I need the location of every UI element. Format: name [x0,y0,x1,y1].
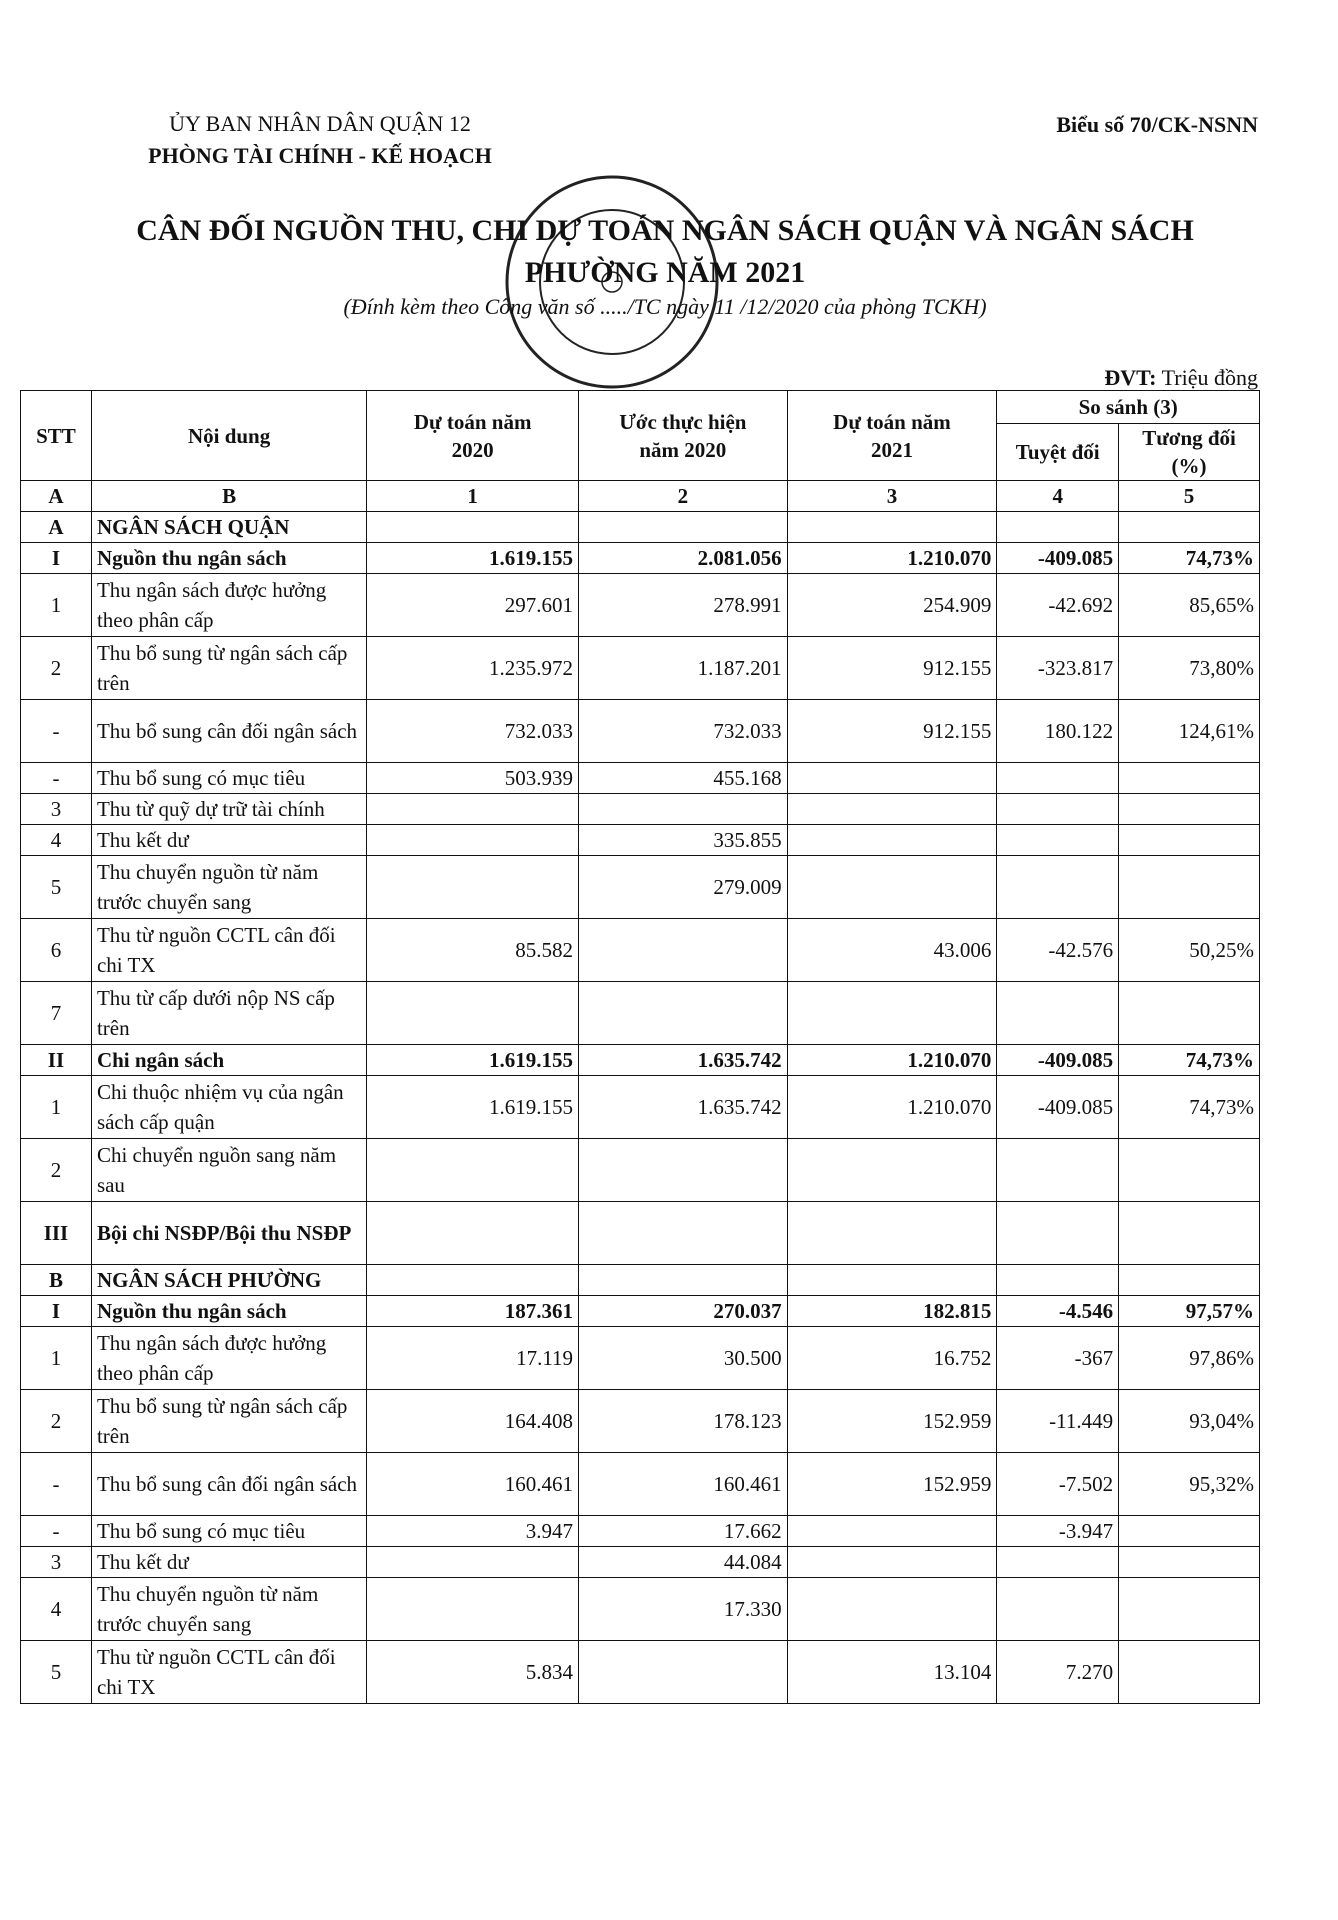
row-absolute-diff [997,856,1119,919]
row-absolute-diff: -409.085 [997,1076,1119,1139]
row-estimate-2021: 152.959 [787,1390,997,1453]
row-relative-diff [1119,856,1260,919]
document-title [40,210,1290,294]
row-stt: 4 [21,825,92,856]
row-content: Thu từ quỹ dự trữ tài chính [91,794,366,825]
document-subtitle: (Đính kèm theo Công văn số ...../TC ngày 11 /12/2020 của phòng TCKH) [343,294,987,319]
table-row [21,1139,1260,1202]
table-row [21,1453,1260,1516]
row-estimate-2020 [367,856,579,919]
row-relative-diff [1119,512,1260,543]
row-estimate-2020 [367,1139,579,1202]
row-absolute-diff: -42.692 [997,574,1119,637]
row-estimate-2021 [787,1139,997,1202]
row-estimate-2020: 732.033 [367,700,579,763]
col-header-stt: STT [21,391,92,481]
row-relative-diff [1119,1139,1260,1202]
row-stt: B [21,1265,92,1296]
row-stt: 2 [21,637,92,700]
row-absolute-diff: 180.122 [997,700,1119,763]
row-estimate-2021 [787,1578,997,1641]
row-actual-2020 [579,1265,788,1296]
row-estimate-2020 [367,825,579,856]
row-relative-diff [1119,1578,1260,1641]
form-code: Biểu số 70/CK-NSNN [1056,112,1258,137]
row-relative-diff [1119,763,1260,794]
row-actual-2020: 1.635.742 [579,1076,788,1139]
row-estimate-2020 [367,982,579,1045]
row-estimate-2021: 16.752 [787,1327,997,1390]
row-stt: I [21,1296,92,1327]
row-stt: - [21,763,92,794]
row-actual-2020: 160.461 [579,1453,788,1516]
row-content: Bội chi NSĐP/Bội thu NSĐP [91,1202,366,1265]
row-absolute-diff [997,1139,1119,1202]
row-estimate-2021 [787,1202,997,1265]
row-absolute-diff: -42.576 [997,919,1119,982]
col-header-compare: So sánh (3) [997,391,1260,424]
row-actual-2020: 279.009 [579,856,788,919]
col-header-estimate-2021-b: 2021 [870,437,913,462]
table-row [21,637,1260,700]
row-absolute-diff [997,794,1119,825]
table-row [21,543,1260,574]
row-estimate-2021: 1.210.070 [787,1045,997,1076]
index-row [21,481,1260,512]
row-relative-diff: 74,73% [1119,1076,1260,1139]
unit-label: ĐVT: [1104,365,1157,390]
row-content: Nguồn thu ngân sách [91,1296,366,1327]
row-stt: II [21,1045,92,1076]
col-header-absolute: Tuyệt đối [997,424,1119,481]
row-actual-2020: 1.187.201 [579,637,788,700]
col-header-actual-2020-b: năm 2020 [639,437,727,462]
row-stt: 4 [21,1578,92,1641]
row-actual-2020: 2.081.056 [579,543,788,574]
row-absolute-diff [997,1578,1119,1641]
table-row [21,1547,1260,1578]
col-header-relative-b: (%) [1171,454,1207,478]
table-row [21,763,1260,794]
row-content: Thu bổ sung có mục tiêu [91,1516,366,1547]
index-cell: A [21,481,92,512]
row-actual-2020 [579,1641,788,1704]
row-stt: 3 [21,1547,92,1578]
table-row [21,919,1260,982]
row-stt: 5 [21,856,92,919]
row-estimate-2020 [367,1578,579,1641]
row-content: Chi ngân sách [91,1045,366,1076]
row-stt: - [21,700,92,763]
row-content: Thu bổ sung cân đối ngân sách [91,1453,366,1516]
row-content: Thu bổ sung từ ngân sách cấp trên [91,1390,366,1453]
row-estimate-2020: 1.619.155 [367,1076,579,1139]
row-content: Thu chuyển nguồn từ năm trước chuyển sang [91,856,366,919]
row-absolute-diff: -409.085 [997,543,1119,574]
index-cell: 1 [367,481,579,512]
row-actual-2020 [579,982,788,1045]
col-header-estimate-2021-a: Dự toán năm [833,409,951,434]
row-content: NGÂN SÁCH PHƯỜNG [91,1265,366,1296]
row-actual-2020 [579,512,788,543]
row-estimate-2020: 297.601 [367,574,579,637]
row-estimate-2021: 254.909 [787,574,997,637]
index-cell: 5 [1119,481,1260,512]
row-actual-2020 [579,1202,788,1265]
row-content: Chi chuyển nguồn sang năm sau [91,1139,366,1202]
row-relative-diff [1119,794,1260,825]
row-relative-diff: 95,32% [1119,1453,1260,1516]
row-absolute-diff [997,1202,1119,1265]
row-relative-diff [1119,1202,1260,1265]
row-content: Nguồn thu ngân sách [91,543,366,574]
row-actual-2020 [579,794,788,825]
row-estimate-2021: 1.210.070 [787,1076,997,1139]
row-stt: - [21,1516,92,1547]
row-relative-diff: 97,86% [1119,1327,1260,1390]
row-relative-diff: 93,04% [1119,1390,1260,1453]
row-actual-2020: 1.635.742 [579,1045,788,1076]
row-estimate-2020: 5.834 [367,1641,579,1704]
table-row [21,1202,1260,1265]
col-header-relative-a: Tương đối [1142,426,1236,450]
row-actual-2020: 335.855 [579,825,788,856]
row-estimate-2020 [367,794,579,825]
issuer-org: ỦY BAN NHÂN DÂN QUẬN 12 [169,111,471,136]
table-row [21,574,1260,637]
title-line-2: PHƯỜNG NĂM 2021 [524,256,806,289]
row-estimate-2020 [367,1547,579,1578]
row-estimate-2020: 1.619.155 [367,543,579,574]
table-row [21,512,1260,543]
index-cell: 4 [997,481,1119,512]
row-stt: A [21,512,92,543]
table-row [21,856,1260,919]
row-actual-2020: 44.084 [579,1547,788,1578]
row-estimate-2020: 3.947 [367,1516,579,1547]
row-stt: I [21,543,92,574]
index-cell: 3 [787,481,997,512]
table-row [21,700,1260,763]
row-absolute-diff [997,512,1119,543]
row-relative-diff [1119,982,1260,1045]
table-row [21,1578,1260,1641]
row-estimate-2020 [367,1265,579,1296]
row-relative-diff: 97,57% [1119,1296,1260,1327]
row-content: Thu bổ sung có mục tiêu [91,763,366,794]
table-row [21,1076,1260,1139]
row-relative-diff [1119,825,1260,856]
unit-note [1104,365,1258,391]
row-content: Thu kết dư [91,825,366,856]
row-actual-2020 [579,1139,788,1202]
row-stt: 3 [21,794,92,825]
table-row [21,1516,1260,1547]
table-row [21,1327,1260,1390]
row-stt: - [21,1453,92,1516]
row-actual-2020: 278.991 [579,574,788,637]
row-relative-diff: 85,65% [1119,574,1260,637]
row-absolute-diff: -367 [997,1327,1119,1390]
row-stt: 7 [21,982,92,1045]
row-stt: 2 [21,1390,92,1453]
row-absolute-diff [997,982,1119,1045]
row-relative-diff [1119,1516,1260,1547]
row-relative-diff: 73,80% [1119,637,1260,700]
row-content: Chi thuộc nhiệm vụ của ngân sách cấp quận [91,1076,366,1139]
row-absolute-diff: -11.449 [997,1390,1119,1453]
row-absolute-diff [997,1547,1119,1578]
row-content: Thu từ nguồn CCTL cân đối chi TX [91,1641,366,1704]
unit-value: Triệu đồng [1161,365,1258,390]
row-stt: 1 [21,1327,92,1390]
row-estimate-2020: 85.582 [367,919,579,982]
row-estimate-2021 [787,1547,997,1578]
table-row [21,982,1260,1045]
row-estimate-2020: 187.361 [367,1296,579,1327]
row-stt: III [21,1202,92,1265]
row-estimate-2021 [787,1265,997,1296]
row-estimate-2021: 912.155 [787,700,997,763]
row-estimate-2021 [787,856,997,919]
row-estimate-2021: 152.959 [787,1453,997,1516]
row-estimate-2021 [787,1516,997,1547]
row-actual-2020: 17.330 [579,1578,788,1641]
budget-table [20,390,1260,1704]
row-absolute-diff: 7.270 [997,1641,1119,1704]
row-absolute-diff: -409.085 [997,1045,1119,1076]
col-header-estimate-2021 [787,391,997,481]
col-header-content: Nội dung [91,391,366,481]
row-estimate-2021: 912.155 [787,637,997,700]
row-estimate-2021: 13.104 [787,1641,997,1704]
table-row [21,1265,1260,1296]
row-absolute-diff: -323.817 [997,637,1119,700]
table-row [21,1390,1260,1453]
row-actual-2020 [579,919,788,982]
row-content: Thu kết dư [91,1547,366,1578]
table-row [21,825,1260,856]
row-stt: 2 [21,1139,92,1202]
row-absolute-diff: -4.546 [997,1296,1119,1327]
row-relative-diff: 124,61% [1119,700,1260,763]
row-estimate-2020: 17.119 [367,1327,579,1390]
row-content: Thu ngân sách được hưởng theo phân cấp [91,574,366,637]
row-estimate-2020: 160.461 [367,1453,579,1516]
row-content: Thu bổ sung cân đối ngân sách [91,700,366,763]
row-relative-diff: 74,73% [1119,543,1260,574]
row-absolute-diff: -7.502 [997,1453,1119,1516]
row-actual-2020: 30.500 [579,1327,788,1390]
row-actual-2020: 270.037 [579,1296,788,1327]
row-estimate-2021 [787,763,997,794]
row-stt: 1 [21,1076,92,1139]
table-row [21,794,1260,825]
row-actual-2020: 455.168 [579,763,788,794]
index-cell: B [91,481,366,512]
title-line-1: CÂN ĐỐI NGUỒN THU, CHI DỰ TOÁN NGÂN SÁCH QUẬN VÀ NGÂN SÁCH [136,214,1194,247]
row-relative-diff: 74,73% [1119,1045,1260,1076]
col-header-relative [1119,424,1260,481]
col-header-estimate-2020-a: Dự toán năm [413,409,532,434]
row-estimate-2021 [787,982,997,1045]
row-stt: 5 [21,1641,92,1704]
col-header-actual-2020 [579,391,788,481]
row-estimate-2021 [787,794,997,825]
row-stt: 6 [21,919,92,982]
table-row [21,1641,1260,1704]
row-estimate-2020 [367,1202,579,1265]
row-relative-diff [1119,1547,1260,1578]
issuer-block [105,108,535,172]
row-estimate-2021: 1.210.070 [787,543,997,574]
row-content: Thu bổ sung từ ngân sách cấp trên [91,637,366,700]
row-estimate-2021: 182.815 [787,1296,997,1327]
row-relative-diff: 50,25% [1119,919,1260,982]
col-header-estimate-2020 [367,391,579,481]
row-relative-diff [1119,1641,1260,1704]
row-content: Thu chuyển nguồn từ năm trước chuyển sang [91,1578,366,1641]
index-cell: 2 [579,481,788,512]
issuer-dept: PHÒNG TÀI CHÍNH - KẾ HOẠCH [148,143,492,168]
row-content: Thu từ cấp dưới nộp NS cấp trên [91,982,366,1045]
row-actual-2020: 178.123 [579,1390,788,1453]
row-content: NGÂN SÁCH QUẬN [91,512,366,543]
row-estimate-2020: 503.939 [367,763,579,794]
row-estimate-2020: 1.619.155 [367,1045,579,1076]
row-content: Thu ngân sách được hưởng theo phân cấp [91,1327,366,1390]
row-absolute-diff [997,1265,1119,1296]
row-relative-diff [1119,1265,1260,1296]
table-row [21,1296,1260,1327]
row-absolute-diff [997,763,1119,794]
row-estimate-2021 [787,512,997,543]
col-header-estimate-2020-b: 2020 [451,437,494,462]
row-actual-2020: 732.033 [579,700,788,763]
row-estimate-2020 [367,512,579,543]
header-row [21,391,1260,424]
row-estimate-2021: 43.006 [787,919,997,982]
row-stt: 1 [21,574,92,637]
table-row [21,1045,1260,1076]
row-estimate-2020: 1.235.972 [367,637,579,700]
row-content: Thu từ nguồn CCTL cân đối chi TX [91,919,366,982]
col-header-actual-2020-a: Ước thực hiện [619,409,747,434]
row-actual-2020: 17.662 [579,1516,788,1547]
row-estimate-2021 [787,825,997,856]
row-absolute-diff: -3.947 [997,1516,1119,1547]
row-absolute-diff [997,825,1119,856]
row-estimate-2020: 164.408 [367,1390,579,1453]
